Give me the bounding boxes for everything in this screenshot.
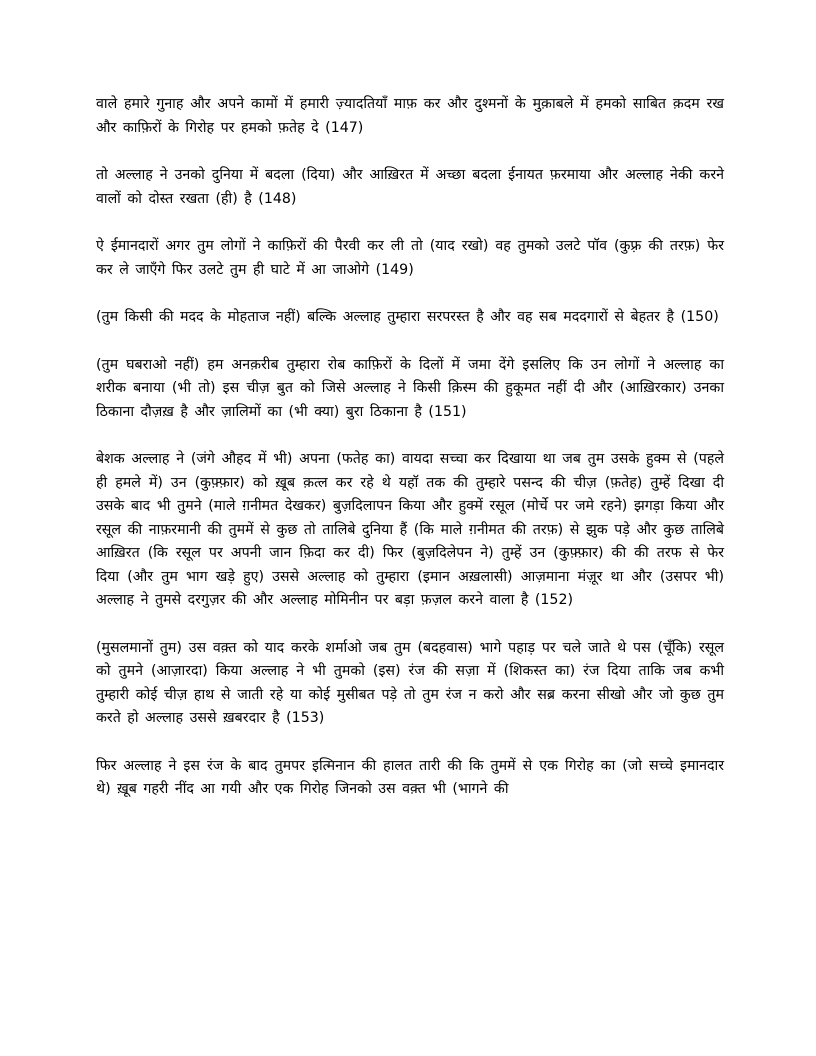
document-page bbox=[96, 93, 724, 826]
paragraph-verse-148: तो अल्लाह ने उनको दुनिया में बदला (दिया) और आख़िरत में अच्छा बदला ईनायत फ़रमाया और अल्लाह नेकी करने वालों को दोस्त रखता (ही) है (148) bbox=[96, 167, 724, 207]
paragraph-verse-153: (मुसलमानों तुम) उस वक़्त को याद करके शर्माओ जब तुम (बदहवास) भागे पहाड़ पर चले जाते थे पस (चूँकि) रसूल को तुमने (आज़ारदा) किया अल्लाह ने भी तुमको (इस) रंज की सज़ा में (शिकस्त का) रंज दिया ताकि जब कभी तुम्हारी कोई चीज़ हाथ से जाती रहे या कोई मुसीबत पड़े तो तुम रंज न करो और सब्र करना सीखो और जो कुछ तुम करते हो अल्लाह उससे ख़बरदार है (153) bbox=[96, 639, 724, 726]
paragraph-verse-151: (तुम घबराओ नहीं) हम अनक़रीब तुम्हारा रोब काफ़िरों के दिलों में जमा देंगे इसलिए कि उन लोगों ने अल्लाह का शरीक बनाया (भी तो) इस चीज़ बुत को जिसे अल्लाह ने किसी क़िस्म की हुकूमत नहीं दी और (आख़िरकार) उनका ठिकाना दौज़ख़ है और ज़ालिमों का (भी क्या) बुरा ठिकाना है (151) bbox=[96, 356, 724, 420]
paragraph-verse-147: वाले हमारे गुनाह और अपने कामों में हमारी ज़्यादतियाँ माफ़ कर और दुश्मनों के मुक़ाबले में हमको साबित क़दम रख और काफ़िरों के गिरोह पर हमको फ़तेह दे (147) bbox=[96, 96, 724, 136]
paragraph-verse-154-partial: फिर अल्लाह ने इस रंज के बाद तुमपर इत्मिनान की हालत तारी की कि तुममें से एक गिरोह का (जो सच्चे इमानदार थे) ख़ूब गहरी नींद आ गयी और एक गिरोह जिनको उस वक़्त भी (भागने की bbox=[96, 757, 724, 797]
paragraph-verse-149: ऐ ईमानदारों अगर तुम लोगों ने काफ़िरों की पैरवी कर ली तो (याद रखो) वह तुमको उलटे पॉव (कुफ़्र की तरफ़) फेर कर ले जाएँगे फिर उलटे तुम ही घाटे में आ जाओगे (149) bbox=[96, 238, 724, 278]
paragraph-verse-150: (तुम किसी की मदद के मोहताज नहीं) बल्कि अल्लाह तुम्हारा सरपरस्त है और वह सब मददगारों से बेहतर है (150) bbox=[96, 309, 719, 325]
paragraph-verse-152: बेशक अल्लाह ने (जंगे औहद में भी) अपना (फतेह का) वायदा सच्चा कर दिखाया था जब तुम उसके हुक्म से (पहले ही हमले में) उन (कुफ़्फ़ार) को ख़ूब क़त्ल कर रहे थे यहॉ तक की तुम्हारे पसन्द की चीज़ (फ़तेह) तुम्हें दिखा दी उसके बाद भी तुमने (माले ग़नीमत देखकर) बुज़दिलापन किया और हुक्में रसूल (मोर्चे पर जमे रहने) झगड़ा किया और रसूल की नाफ़रमानी की तुममें से कुछ तो तालिबे दुनिया हैं (कि माले ग़नीमत की तरफ़) से झुक पड़े और कुछ तालिबे आख़िरत (कि रसूल पर अपनी जान फ़िदा कर दी) फिर (बुज़दिलेपन ने) तुम्हें उन (कुफ़्फ़ार) की की तरफ से फेर दिया (और तुम भाग खड़े हुए) उससे अल्लाह को तुम्हारा (इमान अख़लासी) आज़माना मंज़ूर था और (उसपर भी) अल्लाह ने तुमसे दरगुज़र की और अल्लाह मोमिनीन पर बड़ा फ़ज़ल करने वाला है (152) bbox=[96, 451, 724, 608]
